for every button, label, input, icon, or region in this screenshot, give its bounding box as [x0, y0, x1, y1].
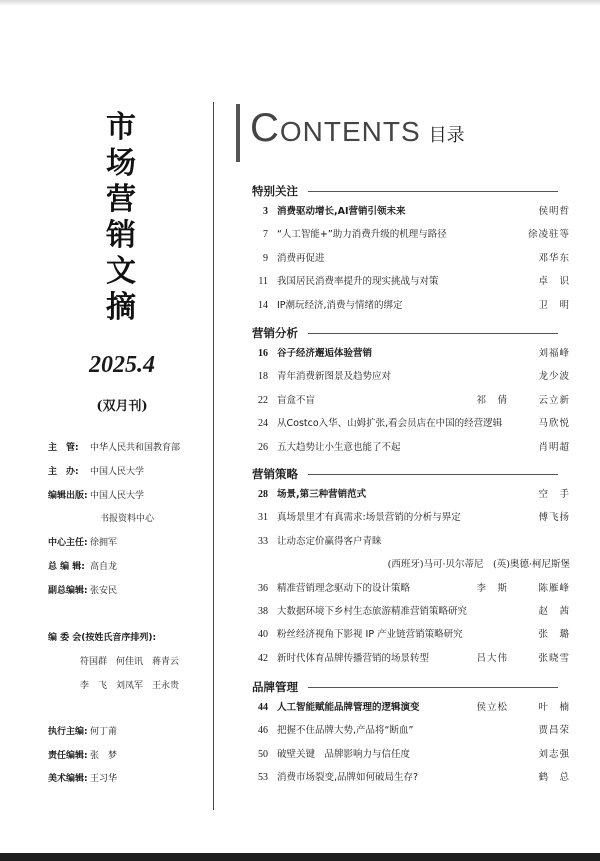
article-author: 云立新: [538, 394, 570, 406]
article-title: 破壁关键 品牌影响力与信任度: [277, 748, 411, 760]
masthead-value: 中国人民大学: [90, 467, 145, 477]
masthead-line: [48, 466, 144, 478]
article-author: 邓华东: [538, 252, 570, 264]
article-author: 叶 楠: [538, 702, 570, 713]
toc-entry[interactable]: [252, 275, 570, 289]
article-author: 空 手: [538, 489, 570, 500]
article-title: 消费再促进: [277, 252, 325, 264]
toc-entry[interactable]: [252, 252, 570, 266]
title-char: 文: [106, 254, 136, 289]
masthead-value: 高自龙: [90, 562, 118, 572]
masthead-line: [48, 561, 117, 573]
title-char: 市: [106, 110, 136, 145]
page-number: 53: [258, 772, 268, 784]
page-number: 16: [258, 348, 268, 359]
title-char: 摘: [106, 290, 136, 325]
article-author: 卓 识: [538, 276, 570, 288]
page-number: 31: [258, 512, 268, 524]
page-number: 50: [258, 748, 268, 760]
masthead-line: [48, 585, 117, 597]
article-author: 张晓雪: [538, 652, 570, 664]
masthead-value: 中国人民大学: [90, 491, 145, 501]
article-author: 李 斯: [476, 582, 508, 594]
issue-number: 2025.4: [89, 352, 155, 378]
editor-value: 何丁莆: [90, 727, 118, 737]
page-number: 9: [263, 252, 268, 264]
article-title: 场景,第三种营销范式: [277, 489, 367, 500]
contents-header: [250, 106, 465, 151]
toc-entry[interactable]: [252, 652, 570, 666]
article-title: 把握不住品牌大势,产品将“断血”: [277, 725, 414, 737]
article-title: 我国居民消费率提升的现实挑战与对策: [277, 276, 439, 288]
article-title: 盲盒不盲: [277, 394, 316, 406]
article-author: 侯立松: [476, 702, 508, 713]
article-author: 傅飞扬: [538, 512, 570, 524]
toc-entry[interactable]: [252, 488, 570, 502]
article-title: 大数据环境下乡村生态旅游精准营销策略研究: [277, 606, 468, 617]
page-number: 38: [258, 606, 268, 617]
page-number: 18: [258, 371, 268, 383]
masthead-label: 主 办:: [48, 467, 79, 477]
page-number: 11: [258, 276, 268, 288]
masthead-label: 主 管:: [48, 443, 79, 453]
section-rule: [308, 687, 558, 688]
article-author: 卫 明: [538, 299, 570, 311]
section-heading: 品牌管理: [252, 680, 298, 694]
editor-value: 王习华: [90, 774, 118, 784]
masthead-line: [48, 490, 144, 502]
article-author: 肖明超: [538, 441, 570, 453]
section-heading: 特别关注: [252, 184, 298, 198]
editor-line: [48, 726, 117, 738]
article-title: 精准营销理念驱动下的设计策略: [277, 582, 411, 594]
masthead-value: 张安民: [90, 586, 118, 596]
page-number: 22: [258, 394, 268, 406]
toc-entry[interactable]: [252, 605, 570, 619]
toc-entry[interactable]: [252, 748, 570, 762]
toc-entry[interactable]: [252, 582, 570, 596]
page-number: 14: [258, 299, 268, 311]
toc-entry[interactable]: [252, 417, 570, 431]
page-number: 3: [263, 206, 268, 217]
section-rule: [308, 333, 558, 334]
page-number: 33: [258, 535, 268, 547]
header-accent-bar: [236, 104, 240, 162]
column-divider: [213, 102, 214, 810]
editor-line: [48, 773, 117, 785]
article-title: 谷子经济邂逅体验营销: [277, 348, 373, 359]
title-char: 销: [106, 218, 136, 253]
section-heading: 营销分析: [252, 326, 298, 340]
toc-entry[interactable]: [252, 511, 570, 525]
masthead-label: 副总编辑:: [48, 586, 88, 596]
article-author: 张 璐: [538, 629, 570, 641]
article-title: 从Costco入华、山姆扩张,看会员店在中国的经营逻辑: [277, 418, 503, 430]
page-number: 28: [258, 489, 268, 500]
article-author: 鹤 总: [538, 772, 570, 784]
article-author: 贾昌荣: [538, 725, 570, 737]
editor-label: 美术编辑:: [48, 774, 88, 784]
article-author: 赵 茜: [538, 606, 570, 617]
article-title: 粉丝经济视角下影视 IP 产业链营销策略研究: [277, 629, 463, 641]
page-number: 44: [258, 702, 268, 713]
toc-entry[interactable]: [252, 205, 570, 219]
article-author: 刘福峰: [538, 348, 570, 359]
toc-entry[interactable]: [252, 535, 570, 549]
toc-entry[interactable]: [252, 628, 570, 642]
committee-members: 李 飞 刘凤军 王永贵: [80, 681, 180, 691]
toc-entry[interactable]: [252, 724, 570, 738]
article-author: 马欣悦: [538, 418, 570, 430]
section-heading: 营销策略: [252, 467, 298, 481]
committee-members: 符国群 何佳讯 蒋青云: [80, 657, 180, 667]
publication-frequency: (双月刊): [96, 399, 148, 414]
title-char: 营: [106, 182, 136, 217]
masthead-line: [100, 513, 154, 525]
page-number: 26: [258, 441, 268, 453]
editor-value: 张 梦: [90, 751, 118, 761]
article-title: 让动态定价赢得客户青睐: [277, 535, 382, 547]
article-author: (西班牙)马可·贝尔蒂尼 (英)奥德·柯尼斯堡: [387, 559, 570, 571]
article-title: IP潮玩经济,消费与情绪的绑定: [277, 299, 403, 311]
toc-entry[interactable]: [252, 228, 570, 242]
toc-entry[interactable]: [252, 299, 570, 313]
page-number: 36: [258, 582, 268, 594]
section-rule: [308, 474, 558, 475]
toc-entry[interactable]: [252, 558, 570, 572]
page-number: 24: [258, 418, 268, 430]
masthead-value: 徐拥军: [90, 538, 118, 548]
masthead-label: 中心主任:: [48, 538, 88, 548]
page-number: 46: [258, 725, 268, 737]
article-title: 消费驱动增长,AI营销引领未来: [277, 206, 406, 217]
toc-entry[interactable]: [252, 370, 570, 384]
article-author: 陈雁峰: [538, 582, 570, 594]
editor-label: 责任编辑:: [48, 751, 88, 761]
article-author: 徐凌驻等: [527, 229, 570, 241]
editor-line: [48, 750, 117, 762]
article-title: 人工智能赋能品牌管理的逻辑演变: [277, 702, 420, 713]
article-title: 五大趋势让小生意也能了不起: [277, 441, 401, 453]
article-author: 侯明哲: [538, 206, 570, 217]
contents-word: ONTENTS: [279, 116, 421, 147]
article-title: 新时代体育品牌传播营销的场景转型: [277, 652, 430, 664]
toc-entry[interactable]: [252, 394, 570, 408]
section-rule: [308, 191, 558, 192]
toc-entry[interactable]: [252, 771, 570, 785]
toc-entry[interactable]: [252, 441, 570, 455]
page-number: 42: [258, 652, 268, 664]
committee-label: 编 委 会(按姓氏音序排列):: [48, 633, 157, 643]
page-number: 7: [263, 229, 268, 241]
contents-initial: C: [250, 106, 280, 150]
toc-entry[interactable]: [252, 701, 570, 715]
article-author: 祁 倩: [476, 394, 508, 406]
masthead-value: 书报资料中心: [100, 514, 155, 524]
article-author: 刘志强: [538, 748, 570, 760]
masthead-value: 中华人民共和国教育部: [90, 443, 181, 453]
article-title: “人工智能+”助力消费升级的机理与路径: [277, 229, 447, 241]
masthead-label: 编辑出版:: [48, 491, 88, 501]
toc-entry[interactable]: [252, 347, 570, 361]
page-number: 40: [258, 629, 268, 641]
magazine-title: [104, 110, 138, 326]
article-author: 吕大伟: [476, 652, 508, 664]
masthead-line: [48, 442, 180, 454]
article-title: 消费市场裂变,品牌如何破局生存?: [277, 772, 419, 784]
editor-label: 执行主编:: [48, 727, 88, 737]
article-title: 青年消费新图景及趋势应对: [277, 371, 392, 383]
masthead-line: [48, 537, 117, 549]
masthead-label: 总 编 辑:: [48, 562, 85, 572]
title-char: 场: [106, 146, 136, 181]
article-author: 龙少波: [538, 371, 570, 383]
contents-chinese: 目录: [428, 125, 465, 146]
article-title: 真场景里才有真需求:场景营销的分析与界定: [277, 512, 461, 524]
